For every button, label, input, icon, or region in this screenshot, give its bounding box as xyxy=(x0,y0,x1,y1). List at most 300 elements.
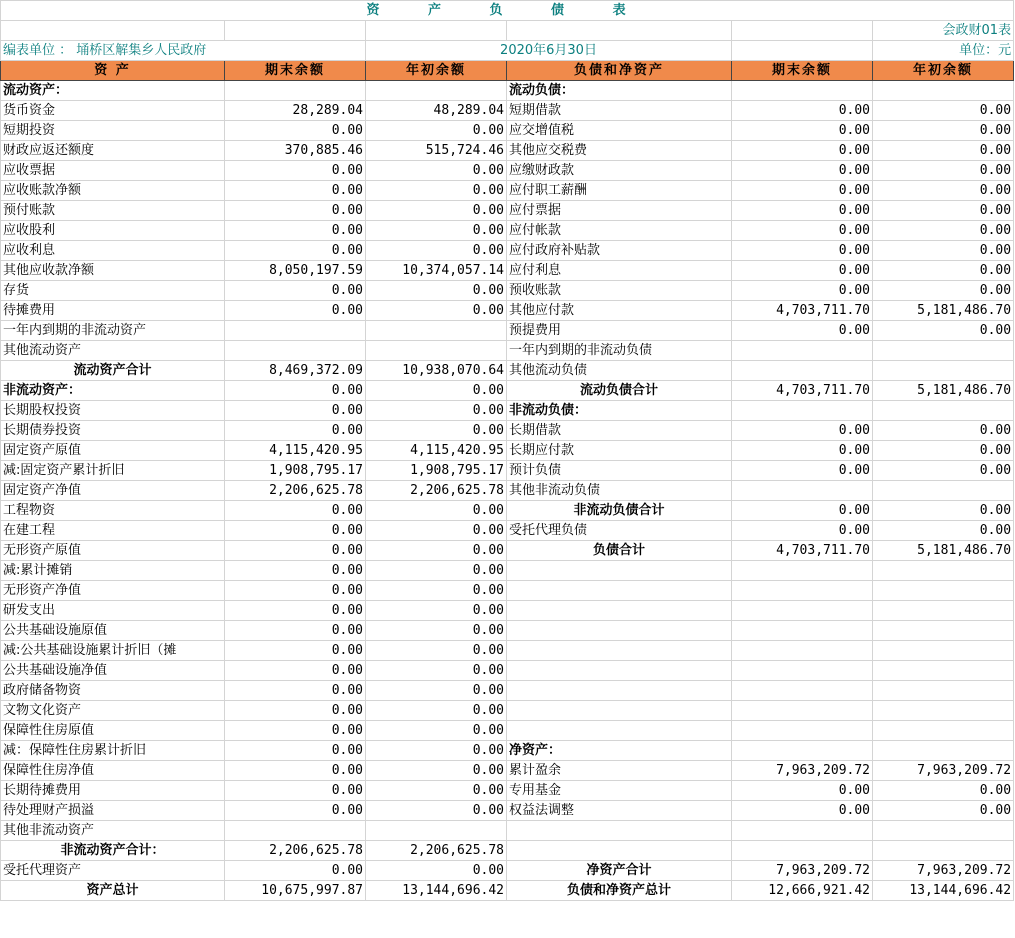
amount-cell[interactable]: 0.00 xyxy=(225,781,366,801)
asset-item-label[interactable]: 长期待摊费用 xyxy=(1,781,225,801)
table-row xyxy=(1,761,1014,781)
amount-cell[interactable]: 0.00 xyxy=(873,501,1014,521)
header-assets-begin-balance[interactable]: 年初余额 xyxy=(366,61,507,81)
amount-cell[interactable]: 0.00 xyxy=(225,401,366,421)
liability-item-label[interactable]: 其他应付款 xyxy=(507,301,732,321)
amount-cell[interactable]: 4,703,711.70 xyxy=(732,541,873,561)
amount-cell[interactable]: 0.00 xyxy=(732,521,873,541)
asset-item-label[interactable]: 政府储备物资 xyxy=(1,681,225,701)
amount-cell[interactable]: 0.00 xyxy=(225,601,366,621)
amount-cell[interactable]: 0.00 xyxy=(225,561,366,581)
amount-cell[interactable]: 0.00 xyxy=(366,501,507,521)
liability-item-label[interactable] xyxy=(507,581,732,601)
amount-cell[interactable]: 0.00 xyxy=(732,261,873,281)
liability-item-label[interactable] xyxy=(507,601,732,621)
amount-cell[interactable] xyxy=(732,341,873,361)
header-assets[interactable]: 资 产 xyxy=(1,61,225,81)
amount-cell[interactable]: 0.00 xyxy=(732,281,873,301)
liability-item-label[interactable]: 预提费用 xyxy=(507,321,732,341)
reporting-unit[interactable]: 编表单位 ： 埇桥区解集乡人民政府 xyxy=(1,41,366,61)
amount-cell[interactable]: 0.00 xyxy=(732,141,873,161)
amount-cell[interactable]: 0.00 xyxy=(366,561,507,581)
asset-item-label[interactable]: 货币资金 xyxy=(1,101,225,121)
amount-cell[interactable]: 0.00 xyxy=(366,161,507,181)
amount-cell[interactable]: 0.00 xyxy=(732,161,873,181)
amount-cell[interactable]: 0.00 xyxy=(732,181,873,201)
asset-item-label[interactable]: 应收股利 xyxy=(1,221,225,241)
asset-item-label[interactable]: 预付账款 xyxy=(1,201,225,221)
liability-item-label[interactable] xyxy=(507,701,732,721)
table-row xyxy=(1,101,1014,121)
amount-cell[interactable]: 4,703,711.70 xyxy=(732,381,873,401)
amount-cell[interactable]: 0.00 xyxy=(225,301,366,321)
amount-cell[interactable] xyxy=(873,721,1014,741)
table-row xyxy=(1,481,1014,501)
amount-cell[interactable]: 0.00 xyxy=(366,121,507,141)
header-liabilities[interactable]: 负债和净资产 xyxy=(507,61,732,81)
amount-cell[interactable]: 2,206,625.78 xyxy=(225,481,366,501)
asset-item-label[interactable]: 公共基础设施净值 xyxy=(1,661,225,681)
amount-cell[interactable]: 0.00 xyxy=(366,181,507,201)
amount-cell[interactable]: 2,206,625.78 xyxy=(366,481,507,501)
amount-cell[interactable]: 0.00 xyxy=(366,421,507,441)
amount-cell[interactable] xyxy=(732,741,873,761)
amount-cell[interactable]: 1,908,795.17 xyxy=(366,461,507,481)
amount-cell[interactable]: 0.00 xyxy=(366,241,507,261)
amount-cell[interactable]: 0.00 xyxy=(225,121,366,141)
amount-cell[interactable]: 0.00 xyxy=(225,541,366,561)
asset-item-label[interactable]: 研发支出 xyxy=(1,601,225,621)
asset-item-label[interactable]: 工程物资 xyxy=(1,501,225,521)
liability-item-label[interactable]: 其他非流动负债 xyxy=(507,481,732,501)
report-date[interactable]: 2020年6月30日 xyxy=(366,41,732,61)
amount-cell[interactable]: 0.00 xyxy=(366,201,507,221)
amount-cell[interactable]: 0.00 xyxy=(366,541,507,561)
liability-item-label[interactable]: 权益法调整 xyxy=(507,801,732,821)
asset-item-label[interactable]: 非流动资产合计： xyxy=(1,841,225,861)
amount-cell[interactable] xyxy=(873,741,1014,761)
amount-cell[interactable]: 0.00 xyxy=(873,201,1014,221)
amount-cell[interactable]: 4,115,420.95 xyxy=(366,441,507,461)
amount-cell[interactable]: 0.00 xyxy=(225,721,366,741)
amount-cell[interactable]: 0.00 xyxy=(732,241,873,261)
table-row xyxy=(1,821,1014,841)
liability-item-label[interactable]: 累计盈余 xyxy=(507,761,732,781)
amount-cell[interactable]: 10,374,057.14 xyxy=(366,261,507,281)
amount-cell[interactable] xyxy=(225,321,366,341)
liability-item-label[interactable] xyxy=(507,641,732,661)
amount-cell[interactable]: 0.00 xyxy=(225,581,366,601)
amount-cell[interactable]: 0.00 xyxy=(225,761,366,781)
asset-item-label[interactable]: 流动资产合计 xyxy=(1,361,225,381)
amount-cell[interactable]: 0.00 xyxy=(366,381,507,401)
liability-item-label[interactable]: 应付职工薪酬 xyxy=(507,181,732,201)
amount-cell[interactable]: 0.00 xyxy=(366,281,507,301)
amount-cell[interactable] xyxy=(873,601,1014,621)
asset-item-label[interactable]: 固定资产净值 xyxy=(1,481,225,501)
empty-cell[interactable] xyxy=(1,21,225,41)
amount-cell[interactable]: 0.00 xyxy=(873,421,1014,441)
asset-item-label[interactable]: 减：保障性住房累计折旧 xyxy=(1,741,225,761)
asset-item-label[interactable]: 减:累计摊销 xyxy=(1,561,225,581)
table-row xyxy=(1,161,1014,181)
asset-item-label[interactable]: 其他非流动资产 xyxy=(1,821,225,841)
amount-cell[interactable]: 2,206,625.78 xyxy=(225,841,366,861)
liability-item-label[interactable]: 应付利息 xyxy=(507,261,732,281)
amount-cell[interactable] xyxy=(366,321,507,341)
liability-item-label[interactable]: 流动负债合计 xyxy=(507,381,732,401)
amount-cell[interactable] xyxy=(732,481,873,501)
liability-item-label[interactable]: 预收账款 xyxy=(507,281,732,301)
asset-item-label[interactable]: 减:公共基础设施累计折旧（摊 xyxy=(1,641,225,661)
amount-cell[interactable]: 0.00 xyxy=(366,581,507,601)
table-row xyxy=(1,381,1014,401)
amount-cell[interactable]: 0.00 xyxy=(225,701,366,721)
amount-cell[interactable]: 0.00 xyxy=(732,321,873,341)
sheet-title[interactable]: 资 产 负 债 表 xyxy=(1,1,1014,21)
amount-cell[interactable]: 0.00 xyxy=(225,181,366,201)
liability-item-label[interactable]: 流动负债： xyxy=(507,81,732,101)
table-row xyxy=(1,141,1014,161)
amount-cell[interactable]: 0.00 xyxy=(873,121,1014,141)
amount-cell[interactable]: 0.00 xyxy=(732,101,873,121)
liability-item-label[interactable]: 应交增值税 xyxy=(507,121,732,141)
amount-cell[interactable] xyxy=(732,661,873,681)
amount-cell[interactable]: 5,181,486.70 xyxy=(873,301,1014,321)
amount-cell[interactable]: 4,115,420.95 xyxy=(225,441,366,461)
asset-item-label[interactable]: 受托代理资产 xyxy=(1,861,225,881)
liability-item-label[interactable]: 应付帐款 xyxy=(507,221,732,241)
asset-item-label[interactable]: 一年内到期的非流动资产 xyxy=(1,321,225,341)
liability-item-label[interactable]: 应缴财政款 xyxy=(507,161,732,181)
amount-cell[interactable]: 0.00 xyxy=(225,661,366,681)
table-row xyxy=(1,261,1014,281)
table-row xyxy=(1,801,1014,821)
asset-item-label[interactable]: 待摊费用 xyxy=(1,301,225,321)
liability-item-label[interactable]: 其他流动负债 xyxy=(507,361,732,381)
amount-cell[interactable]: 7,963,209.72 xyxy=(732,761,873,781)
amount-cell[interactable] xyxy=(732,721,873,741)
amount-cell[interactable] xyxy=(732,601,873,621)
amount-cell[interactable]: 7,963,209.72 xyxy=(873,761,1014,781)
liability-item-label[interactable]: 一年内到期的非流动负债 xyxy=(507,341,732,361)
liability-item-label[interactable]: 非流动负债： xyxy=(507,401,732,421)
amount-cell[interactable]: 0.00 xyxy=(732,421,873,441)
table-row xyxy=(1,641,1014,661)
liability-item-label[interactable]: 短期借款 xyxy=(507,101,732,121)
amount-cell[interactable] xyxy=(732,701,873,721)
table-row xyxy=(1,341,1014,361)
liability-item-label[interactable]: 应付政府补贴款 xyxy=(507,241,732,261)
liability-item-label[interactable]: 净资产： xyxy=(507,741,732,761)
liability-item-label[interactable]: 长期应付款 xyxy=(507,441,732,461)
amount-cell[interactable] xyxy=(732,681,873,701)
asset-item-label[interactable]: 无形资产净值 xyxy=(1,581,225,601)
amount-cell[interactable]: 0.00 xyxy=(873,441,1014,461)
table-row xyxy=(1,561,1014,581)
amount-cell[interactable]: 13,144,696.42 xyxy=(873,881,1014,901)
asset-item-label[interactable]: 其他应收款净额 xyxy=(1,261,225,281)
asset-item-label[interactable]: 短期投资 xyxy=(1,121,225,141)
asset-item-label[interactable]: 长期股权投资 xyxy=(1,401,225,421)
table-row xyxy=(1,181,1014,201)
amount-cell[interactable]: 0.00 xyxy=(225,161,366,181)
amount-cell[interactable] xyxy=(873,661,1014,681)
amount-cell[interactable]: 0.00 xyxy=(225,501,366,521)
table-row xyxy=(1,221,1014,241)
amount-cell[interactable]: 1,908,795.17 xyxy=(225,461,366,481)
table-row xyxy=(1,741,1014,761)
amount-cell[interactable] xyxy=(732,581,873,601)
amount-cell[interactable] xyxy=(873,481,1014,501)
amount-cell[interactable] xyxy=(873,341,1014,361)
liability-item-label[interactable] xyxy=(507,621,732,641)
table-row xyxy=(1,421,1014,441)
empty-cell[interactable] xyxy=(507,21,732,41)
amount-cell[interactable]: 0.00 xyxy=(732,121,873,141)
asset-item-label[interactable]: 非流动资产： xyxy=(1,381,225,401)
liability-item-label[interactable] xyxy=(507,561,732,581)
liability-item-label[interactable]: 其他应交税费 xyxy=(507,141,732,161)
liability-item-label[interactable] xyxy=(507,821,732,841)
asset-item-label[interactable]: 存货 xyxy=(1,281,225,301)
amount-cell[interactable] xyxy=(732,361,873,381)
liability-item-label[interactable]: 非流动负债合计 xyxy=(507,501,732,521)
amount-cell[interactable]: 0.00 xyxy=(366,401,507,421)
table-row xyxy=(1,401,1014,421)
amount-cell[interactable]: 10,675,997.87 xyxy=(225,881,366,901)
table-row xyxy=(1,521,1014,541)
asset-item-label[interactable]: 其他流动资产 xyxy=(1,341,225,361)
amount-cell[interactable]: 0.00 xyxy=(225,241,366,261)
amount-cell[interactable]: 2,206,625.78 xyxy=(366,841,507,861)
liability-item-label[interactable]: 负债合计 xyxy=(507,541,732,561)
table-row xyxy=(1,201,1014,221)
amount-cell[interactable]: 0.00 xyxy=(873,261,1014,281)
asset-item-label[interactable]: 财政应返还额度 xyxy=(1,141,225,161)
liability-item-label[interactable] xyxy=(507,681,732,701)
amount-cell[interactable] xyxy=(732,401,873,421)
amount-cell[interactable]: 0.00 xyxy=(225,641,366,661)
liability-item-label[interactable]: 受托代理负债 xyxy=(507,521,732,541)
asset-item-label[interactable]: 保障性住房净值 xyxy=(1,761,225,781)
amount-cell[interactable]: 0.00 xyxy=(225,741,366,761)
table-row xyxy=(1,121,1014,141)
amount-cell[interactable] xyxy=(732,821,873,841)
table-row xyxy=(1,861,1014,881)
amount-cell[interactable]: 0.00 xyxy=(873,461,1014,481)
amount-cell[interactable]: 0.00 xyxy=(873,221,1014,241)
table-row xyxy=(1,621,1014,641)
amount-cell[interactable]: 0.00 xyxy=(873,161,1014,181)
amount-cell[interactable]: 0.00 xyxy=(366,661,507,681)
liability-item-label[interactable]: 净资产合计 xyxy=(507,861,732,881)
table-row xyxy=(1,581,1014,601)
table-row xyxy=(1,541,1014,561)
liability-item-label[interactable]: 应付票据 xyxy=(507,201,732,221)
amount-cell[interactable]: 7,963,209.72 xyxy=(873,861,1014,881)
asset-item-label[interactable]: 长期债券投资 xyxy=(1,421,225,441)
amount-cell[interactable]: 8,469,372.09 xyxy=(225,361,366,381)
amount-cell[interactable]: 28,289.04 xyxy=(225,101,366,121)
liability-item-label[interactable]: 长期借款 xyxy=(507,421,732,441)
amount-cell[interactable]: 7,963,209.72 xyxy=(732,861,873,881)
amount-cell[interactable]: 0.00 xyxy=(873,521,1014,541)
amount-cell[interactable] xyxy=(873,821,1014,841)
amount-cell[interactable]: 370,885.46 xyxy=(225,141,366,161)
header-assets-end-balance[interactable]: 期末余额 xyxy=(225,61,366,81)
table-row xyxy=(1,681,1014,701)
amount-cell[interactable]: 12,666,921.42 xyxy=(732,881,873,901)
amount-cell[interactable] xyxy=(873,401,1014,421)
amount-cell[interactable]: 0.00 xyxy=(366,721,507,741)
liability-item-label[interactable]: 负债和净资产总计 xyxy=(507,881,732,901)
amount-cell[interactable]: 5,181,486.70 xyxy=(873,381,1014,401)
table-row xyxy=(1,461,1014,481)
amount-cell[interactable]: 0.00 xyxy=(873,181,1014,201)
amount-cell[interactable]: 0.00 xyxy=(873,321,1014,341)
asset-item-label[interactable]: 资产总计 xyxy=(1,881,225,901)
amount-cell[interactable]: 0.00 xyxy=(225,621,366,641)
amount-cell[interactable] xyxy=(366,341,507,361)
amount-cell[interactable]: 0.00 xyxy=(732,221,873,241)
amount-cell[interactable] xyxy=(732,641,873,661)
asset-item-label[interactable]: 减:固定资产累计折旧 xyxy=(1,461,225,481)
table-row xyxy=(1,321,1014,341)
amount-cell[interactable]: 0.00 xyxy=(873,241,1014,261)
amount-cell[interactable]: 0.00 xyxy=(366,801,507,821)
amount-cell[interactable]: 0.00 xyxy=(366,621,507,641)
amount-cell[interactable]: 0.00 xyxy=(366,781,507,801)
amount-cell[interactable]: 8,050,197.59 xyxy=(225,261,366,281)
amount-cell[interactable]: 0.00 xyxy=(366,221,507,241)
amount-cell[interactable]: 0.00 xyxy=(732,201,873,221)
amount-cell[interactable]: 0.00 xyxy=(732,441,873,461)
asset-item-label[interactable]: 文物文化资产 xyxy=(1,701,225,721)
amount-cell[interactable] xyxy=(732,841,873,861)
currency-unit[interactable]: 单位：元 xyxy=(873,41,1014,61)
amount-cell[interactable]: 4,703,711.70 xyxy=(732,301,873,321)
amount-cell[interactable]: 0.00 xyxy=(225,521,366,541)
amount-cell[interactable]: 0.00 xyxy=(732,501,873,521)
amount-cell[interactable]: 0.00 xyxy=(366,861,507,881)
amount-cell[interactable] xyxy=(873,81,1014,101)
amount-cell[interactable]: 0.00 xyxy=(225,861,366,881)
amount-cell[interactable] xyxy=(873,641,1014,661)
table-row xyxy=(1,441,1014,461)
amount-cell[interactable] xyxy=(225,341,366,361)
liability-item-label[interactable] xyxy=(507,721,732,741)
amount-cell[interactable]: 0.00 xyxy=(225,681,366,701)
amount-cell[interactable]: 0.00 xyxy=(732,801,873,821)
liability-item-label[interactable] xyxy=(507,841,732,861)
amount-cell[interactable]: 0.00 xyxy=(366,681,507,701)
amount-cell[interactable]: 5,181,486.70 xyxy=(873,541,1014,561)
form-code[interactable]: 会政财01表 xyxy=(873,21,1014,41)
asset-item-label[interactable]: 无形资产原值 xyxy=(1,541,225,561)
amount-cell[interactable] xyxy=(873,681,1014,701)
asset-item-label[interactable]: 待处理财产损溢 xyxy=(1,801,225,821)
liability-item-label[interactable] xyxy=(507,661,732,681)
amount-cell[interactable]: 0.00 xyxy=(873,281,1014,301)
amount-cell[interactable]: 10,938,070.64 xyxy=(366,361,507,381)
asset-item-label[interactable]: 固定资产原值 xyxy=(1,441,225,461)
amount-cell[interactable] xyxy=(732,621,873,641)
amount-cell[interactable]: 0.00 xyxy=(225,221,366,241)
table-row xyxy=(1,601,1014,621)
amount-cell[interactable]: 0.00 xyxy=(732,461,873,481)
table-row xyxy=(1,841,1014,861)
amount-cell[interactable]: 0.00 xyxy=(873,141,1014,161)
amount-cell[interactable] xyxy=(225,81,366,101)
amount-cell[interactable]: 0.00 xyxy=(366,641,507,661)
amount-cell[interactable]: 0.00 xyxy=(873,101,1014,121)
amount-cell[interactable] xyxy=(873,581,1014,601)
table-row xyxy=(1,701,1014,721)
amount-cell[interactable]: 0.00 xyxy=(732,781,873,801)
amount-cell[interactable] xyxy=(873,361,1014,381)
amount-cell[interactable]: 0.00 xyxy=(366,301,507,321)
amount-cell[interactable]: 48,289.04 xyxy=(366,101,507,121)
asset-item-label[interactable]: 公共基础设施原值 xyxy=(1,621,225,641)
amount-cell[interactable] xyxy=(873,701,1014,721)
amount-cell[interactable] xyxy=(366,81,507,101)
amount-cell[interactable]: 0.00 xyxy=(366,521,507,541)
header-liab-end-balance[interactable]: 期末余额 xyxy=(732,61,873,81)
amount-cell[interactable] xyxy=(732,81,873,101)
amount-cell[interactable]: 0.00 xyxy=(225,381,366,401)
asset-item-label[interactable]: 保障性住房原值 xyxy=(1,721,225,741)
empty-cell[interactable] xyxy=(225,21,366,41)
amount-cell[interactable]: 0.00 xyxy=(366,601,507,621)
amount-cell[interactable]: 515,724.46 xyxy=(366,141,507,161)
table-row xyxy=(1,241,1014,261)
empty-cell[interactable] xyxy=(732,41,873,61)
table-row xyxy=(1,81,1014,101)
empty-cell[interactable] xyxy=(366,21,507,41)
amount-cell[interactable] xyxy=(873,561,1014,581)
table-row xyxy=(1,661,1014,681)
amount-cell[interactable]: 0.00 xyxy=(225,421,366,441)
amount-cell[interactable]: 0.00 xyxy=(366,741,507,761)
asset-item-label[interactable]: 流动资产： xyxy=(1,81,225,101)
table-row xyxy=(1,301,1014,321)
amount-cell[interactable]: 0.00 xyxy=(225,281,366,301)
amount-cell[interactable] xyxy=(732,561,873,581)
amount-cell[interactable]: 13,144,696.42 xyxy=(366,881,507,901)
empty-cell[interactable] xyxy=(732,21,873,41)
amount-cell[interactable]: 0.00 xyxy=(873,781,1014,801)
table-row xyxy=(1,721,1014,741)
asset-item-label[interactable]: 应收票据 xyxy=(1,161,225,181)
amount-cell[interactable] xyxy=(873,621,1014,641)
amount-cell[interactable] xyxy=(366,821,507,841)
amount-cell[interactable]: 0.00 xyxy=(873,801,1014,821)
liability-item-label[interactable]: 预计负债 xyxy=(507,461,732,481)
liability-item-label[interactable]: 专用基金 xyxy=(507,781,732,801)
amount-cell[interactable] xyxy=(225,821,366,841)
amount-cell[interactable]: 0.00 xyxy=(366,761,507,781)
table-row xyxy=(1,281,1014,301)
amount-cell[interactable]: 0.00 xyxy=(225,201,366,221)
header-liab-begin-balance[interactable]: 年初余额 xyxy=(873,61,1014,81)
asset-item-label[interactable]: 应收利息 xyxy=(1,241,225,261)
amount-cell[interactable]: 0.00 xyxy=(225,801,366,821)
amount-cell[interactable]: 0.00 xyxy=(366,701,507,721)
amount-cell[interactable] xyxy=(873,841,1014,861)
asset-item-label[interactable]: 在建工程 xyxy=(1,521,225,541)
asset-item-label[interactable]: 应收账款净额 xyxy=(1,181,225,201)
